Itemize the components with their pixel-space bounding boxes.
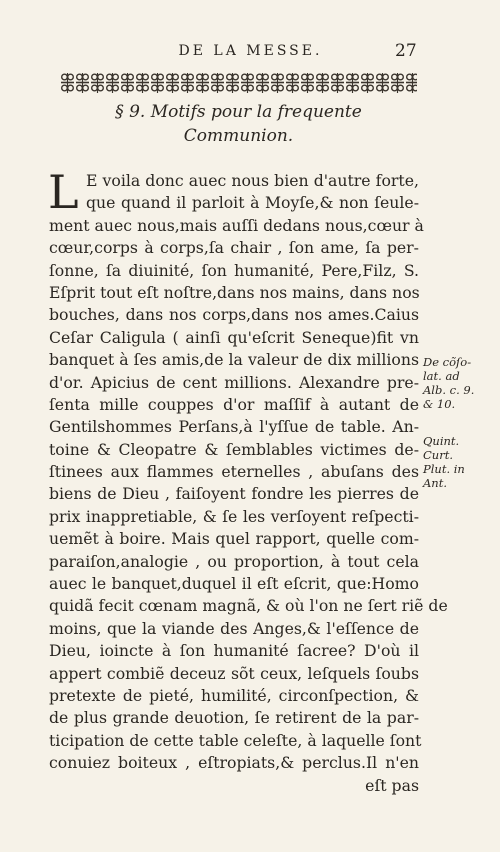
marginal-note-curtius <box>423 434 495 490</box>
catchword: eſt pas <box>365 775 419 795</box>
text-line: E voila donc auec nous bien d'autre forte, <box>86 171 419 190</box>
drop-cap: L <box>48 165 79 219</box>
text-line: moins, que la viande des Anges,& l'eſſence de <box>49 618 419 638</box>
text-line: d'or. Apicius de cent millions. Alexandre pre- <box>49 372 419 392</box>
text-line: quidã fecit cœnam magnã, & où l'on ne ſert riẽ de <box>49 596 448 616</box>
marginal-note-line: Quint. <box>423 434 460 448</box>
text-line: ſtinees aux flammes eternelles , abuſans des <box>49 462 419 482</box>
section-title-line-1: § 9. Motifs pour la frequente <box>115 102 362 122</box>
section-title-line-2: Communion. <box>183 126 294 146</box>
marginal-note-line: Plut. in <box>423 462 465 476</box>
text-line: cœur,corps à corps,ſa chair , ſon ame, ſa per- <box>49 238 419 258</box>
text-line: de plus grande deuotion, ſe retirent de la par- <box>49 708 419 728</box>
text-line: que quand il parloit à Moyſe,& non ſeule- <box>86 193 419 213</box>
text-line: auec le banquet,duquel il eſt eſcrit, que:Homo <box>49 574 419 594</box>
text-line: bouches, dans nos corps,dans nos ames.Caius <box>49 305 419 325</box>
ornamental-border <box>60 72 417 94</box>
text-line: toine & Cleopatre & ſemblables victimes de- <box>49 439 419 459</box>
marginal-note-line: Ant. <box>423 476 447 490</box>
text-line: Ceſar Caligula ( ainſi qu'eſcrit Seneque)fit vn <box>49 327 419 347</box>
text-line: paraiſon,analogie , ou proportion, à tout cela <box>49 551 419 571</box>
text-line: appert combiẽ deceuz sõt ceux, leſquels ſoubs <box>49 663 419 683</box>
text-line: biens de Dieu , faiſoyent fondre les pierres de <box>49 484 419 504</box>
marginal-note-line: & 10. <box>423 397 456 411</box>
marginal-note-line: Alb. c. 9. <box>423 383 475 397</box>
text-line: pretexte de pieté, humilité, circonſpection, & <box>49 685 419 705</box>
marginal-note-line: De cõſo- <box>423 355 472 369</box>
text-line: ticipation de cette table celeſte, à laquelle ſont <box>49 730 422 750</box>
text-line: uemẽt à boire. Mais quel rapport, quelle com- <box>49 529 419 549</box>
text-line: Dieu, ioincte à ſon humanité ſacree? D'où il <box>49 641 419 661</box>
marginal-note-line: Curt. <box>423 448 453 462</box>
marginal-note-line: lat. ad <box>423 369 460 383</box>
running-head: DE LA MESSE. <box>178 43 323 59</box>
text-line: banquet à ſes amis,de la valeur de dix millions <box>49 350 419 370</box>
text-line: ment auec nous,mais auſſi dedans nous,cœur à <box>49 215 424 235</box>
text-line: Eſprit tout eſt noſtre,dans nos mains, dans nos <box>49 282 420 302</box>
page-number: 27 <box>395 41 417 61</box>
marginal-note-seneca <box>423 355 495 411</box>
text-line: ſenta mille couppes d'or maſſif à autant de <box>49 394 419 414</box>
text-line: ſonne, ſa diuinité, ſon humanité, Pere,Filz, S. <box>49 260 419 280</box>
text-line: Gentilshommes Perſans,à l'yſſue de table. An- <box>49 417 419 437</box>
text-line: prix inappretiable, & ſe les verſoyent reſpecti- <box>49 506 419 526</box>
section-title <box>60 100 417 148</box>
text-line: conuiez boiteux , eſtropiats,& perclus.Il n'en <box>49 753 419 773</box>
